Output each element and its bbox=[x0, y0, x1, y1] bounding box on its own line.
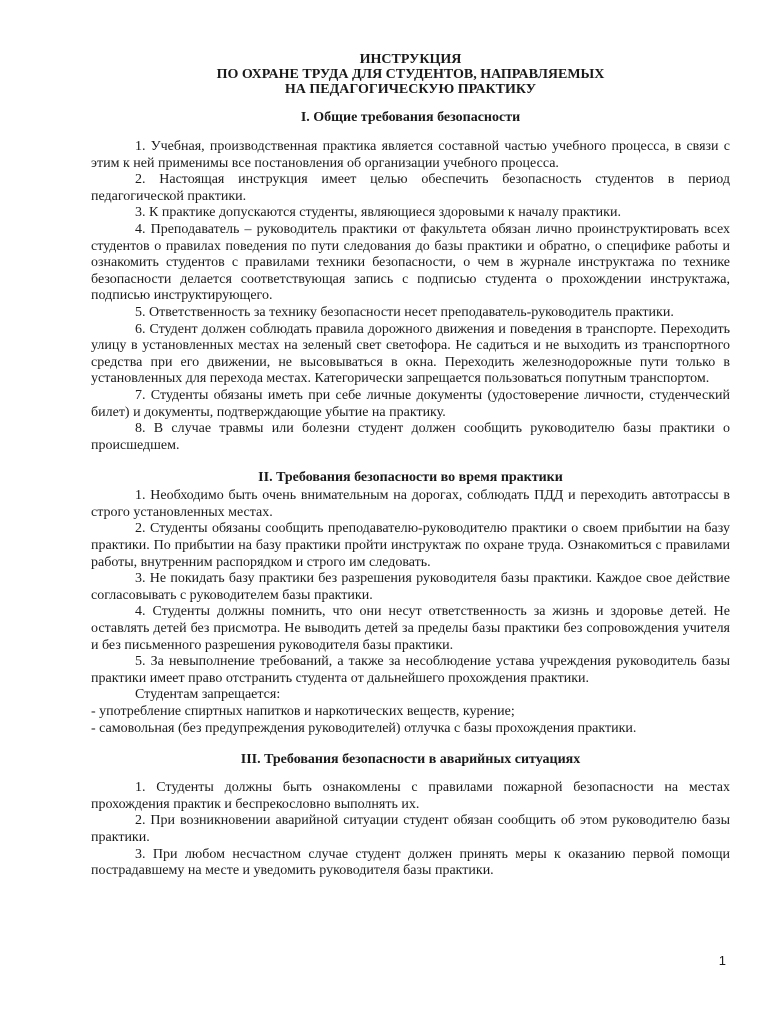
document-title bbox=[91, 52, 730, 97]
section-1-paragraph-6: 6. Студент должен соблюдать правила дорожного движения и поведения в транспорте. Переходить улицу в установленных местах на зеленый свет светофора. Не садиться и не выходить из транспортного средства при его движении, не высовываться в окна. Переходить железнодорожные пути только в установленных для перехода местах. Категорически запрещается пользоваться попутным транспортом. bbox=[91, 321, 730, 387]
section-3-paragraph-2: 2. При возникновении аварийной ситуации студент обязан сообщить об этом руководителю базы практики. bbox=[91, 813, 730, 845]
title-line-3: НА ПЕДАГОГИЧЕСКУЮ ПРАКТИКУ bbox=[284, 82, 537, 97]
section-1-heading: I. Общие требования безопасности bbox=[300, 110, 521, 125]
section-2-paragraph-1: 1. Необходимо быть очень внимательным на дорогах, соблюдать ПДД и переходить автотрассы в строго установленных местах. bbox=[91, 488, 730, 520]
section-3-heading: III. Требования безопасности в аварийных ситуациях bbox=[240, 752, 581, 768]
title-line-2: ПО ОХРАНЕ ТРУДА ДЛЯ СТУДЕНТОВ, НАПРАВЛЯЕМЫХ bbox=[216, 67, 605, 82]
section-3-paragraph-3: 3. При любом несчастном случае студент должен принять меры к оказанию первой помощи пострадавшему на месте и уведомить руководителя базы практики. bbox=[91, 846, 730, 879]
section-2-body bbox=[91, 488, 730, 737]
section-2-paragraph-2: 2. Студенты обязаны сообщить преподавателю-руководителю практики о своем прибытии на базу практики. По прибытии на базу практики пройти инструктаж по охране труда. Ознакомиться с правилами работы, внутренним распорядком и строго им следовать. bbox=[91, 521, 730, 570]
section-2-paragraph-4: 4. Студенты должны помнить, что они несут ответственность за жизнь и здоровье детей. Не оставлять детей без присмотра. Не выводить детей за пределы базы практики без сопровождения учителя и без письменного разрешения руководителя базы практики. bbox=[91, 604, 730, 653]
section-1-paragraph-1: 1. Учебная, производственная практика является составной частью учебного процесса, в связи с этим к ней применимы все постановления об организации учебного процесса. bbox=[91, 139, 730, 171]
section-2-prohibition-2: - самовольная (без предупреждения руководителей) отлучка с базы прохождения практики. bbox=[91, 720, 637, 736]
page-number: 1 bbox=[718, 953, 726, 968]
section-2-prohibitions-intro: Студентам запрещается: bbox=[135, 687, 281, 703]
section-2-paragraph-3: 3. Не покидать базу практики без разрешения руководителя базы практики. Каждое свое действие согласовывать с руководителем базы практики. bbox=[91, 571, 730, 603]
section-2-prohibition-1: - употребление спиртных напитков и наркотических веществ, курение; bbox=[91, 704, 515, 719]
section-1-paragraph-8: 8. В случае травмы или болезни студент должен сообщить руководителю базы практики о происшедшем. bbox=[91, 421, 730, 453]
section-1-body bbox=[91, 139, 730, 454]
section-1-paragraph-2: 2. Настоящая инструкция имеет целью обеспечить безопасность студентов в период педагогической практики. bbox=[91, 172, 730, 204]
section-2-paragraph-5: 5. За невыполнение требований, а также за несоблюдение устава учреждения руководитель базы практики имеет право отстранить студента от дальнейшего прохождения практики. bbox=[91, 654, 730, 686]
section-1-paragraph-7: 7. Студенты обязаны иметь при себе личные документы (удостоверение личности, студенческий билет) и документы, подтверждающие убытие на практику. bbox=[91, 387, 730, 420]
section-1-paragraph-4: 4. Преподаватель – руководитель практики от факультета обязан лично проинструктировать всех студентов о правилах поведения по пути следования до базы практики и обратно, о специфике работы и ознакомить студентов с правилами техники безопасности, о чем в журнале инструктажа по технике безопасности делается соответствующая запись с подписью студента о прохождении инструктажа, подписью инструктирующего. bbox=[91, 221, 730, 304]
section-1-paragraph-3: 3. К практике допускаются студенты, являющиеся здоровыми к началу практики. bbox=[135, 205, 621, 221]
section-3-body bbox=[91, 780, 730, 880]
section-3-paragraph-1: 1. Студенты должны быть ознакомлены с правилами пожарной безопасности на местах прохождения практик и беспрекословно выполнять их. bbox=[91, 780, 730, 812]
title-line-1: ИНСТРУКЦИЯ bbox=[359, 52, 462, 67]
section-2-heading: II. Требования безопасности во время практики bbox=[258, 470, 563, 486]
section-1-paragraph-5: 5. Ответственность за технику безопасности несет преподаватель-руководитель практики. bbox=[135, 304, 674, 320]
